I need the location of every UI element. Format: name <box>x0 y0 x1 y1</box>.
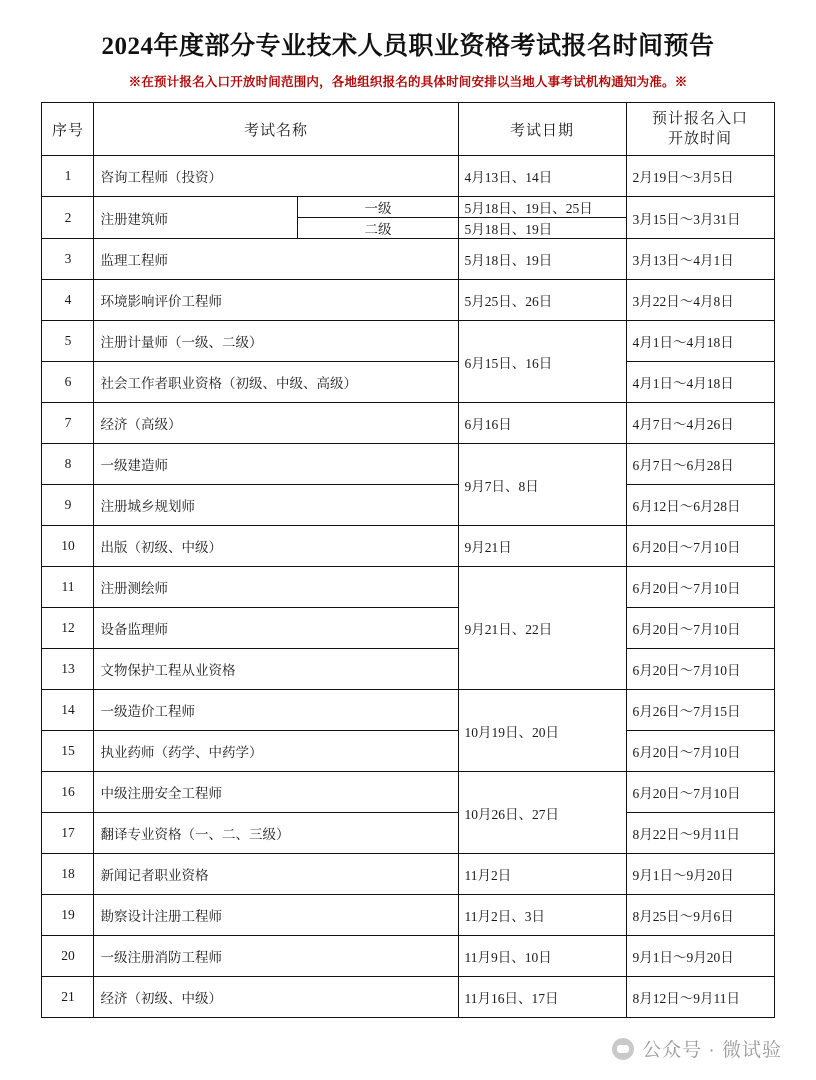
cell-name: 中级注册安全工程师 <box>94 772 458 813</box>
cell-num: 9 <box>42 485 94 526</box>
cell-name: 经济（高级） <box>94 403 458 444</box>
page-title: 2024年度部分专业技术人员职业资格考试报名时间预告 <box>101 33 715 60</box>
cell-date: 5月18日、19日、25日 <box>458 197 626 218</box>
cell-date: 4月13日、14日 <box>458 156 626 197</box>
cell-date: 10月19日、20日 <box>458 690 626 772</box>
table-row <box>42 772 774 813</box>
cell-num: 8 <box>42 444 94 485</box>
cell-registration: 3月22日～4月8日 <box>626 280 774 321</box>
cell-registration: 6月20日～7月10日 <box>626 567 774 608</box>
cell-name: 注册测绘师 <box>94 567 458 608</box>
table-row <box>42 485 774 526</box>
cell-subname: 二级 <box>298 218 458 239</box>
cell-registration: 6月20日～7月10日 <box>626 526 774 567</box>
cell-name: 翻译专业资格（一、二、三级） <box>94 813 458 854</box>
cell-registration: 9月1日～9月20日 <box>626 854 774 895</box>
cell-num: 16 <box>42 772 94 813</box>
cell-num: 7 <box>42 403 94 444</box>
cell-registration: 6月20日～7月10日 <box>626 772 774 813</box>
table-row <box>42 156 774 197</box>
table-row <box>42 649 774 690</box>
table-row <box>42 239 774 280</box>
cell-name: 设备监理师 <box>94 608 458 649</box>
cell-registration: 4月7日～4月26日 <box>626 403 774 444</box>
cell-name: 一级建造师 <box>94 444 458 485</box>
cell-registration: 4月1日～4月18日 <box>626 362 774 403</box>
cell-name: 经济（初级、中级） <box>94 977 458 1018</box>
exam-schedule-table <box>41 102 774 1018</box>
cell-num: 14 <box>42 690 94 731</box>
cell-num: 17 <box>42 813 94 854</box>
cell-name: 一级造价工程师 <box>94 690 458 731</box>
cell-registration: 6月20日～7月10日 <box>626 731 774 772</box>
cell-num: 11 <box>42 567 94 608</box>
document-note: ※在预计报名入口开放时间范围内，各地组织报名的具体时间安排以当地人事考试机构通知为准。※ <box>128 75 688 89</box>
cell-num: 15 <box>42 731 94 772</box>
cell-registration: 6月20日～7月10日 <box>626 608 774 649</box>
cell-num: 6 <box>42 362 94 403</box>
table-header-row <box>42 103 774 156</box>
cell-num: 12 <box>42 608 94 649</box>
table-row <box>42 362 774 403</box>
cell-num: 18 <box>42 854 94 895</box>
cell-name: 勘察设计注册工程师 <box>94 895 458 936</box>
watermark-text: 公众号 · 微试验 <box>642 1040 782 1061</box>
cell-num: 5 <box>42 321 94 362</box>
cell-date: 10月26日、27日 <box>458 772 626 854</box>
cell-registration: 6月20日～7月10日 <box>626 649 774 690</box>
cell-date: 6月16日 <box>458 403 626 444</box>
cell-date: 9月21日、22日 <box>458 567 626 690</box>
table-row <box>42 854 774 895</box>
table-row <box>42 608 774 649</box>
header-num: 序号 <box>42 103 94 156</box>
cell-name: 注册城乡规划师 <box>94 485 458 526</box>
table-row <box>42 936 774 977</box>
cell-date: 5月18日、19日 <box>458 218 626 239</box>
cell-name: 一级注册消防工程师 <box>94 936 458 977</box>
header-name: 考试名称 <box>94 103 458 156</box>
cell-date: 9月21日 <box>458 526 626 567</box>
table-row <box>42 813 774 854</box>
cell-registration: 8月12日～9月11日 <box>626 977 774 1018</box>
cell-date: 5月25日、26日 <box>458 280 626 321</box>
cell-date: 6月15日、16日 <box>458 321 626 403</box>
cell-registration: 4月1日～4月18日 <box>626 321 774 362</box>
cell-registration: 8月22日～9月11日 <box>626 813 774 854</box>
cell-num: 13 <box>42 649 94 690</box>
header-registration <box>626 103 774 156</box>
cell-name: 出版（初级、中级） <box>94 526 458 567</box>
header-registration-line2: 开放时间 <box>667 131 732 147</box>
cell-name: 环境影响评价工程师 <box>94 280 458 321</box>
table-row <box>42 977 774 1018</box>
cell-name: 注册建筑师 <box>94 197 298 239</box>
cell-registration: 6月26日～7月15日 <box>626 690 774 731</box>
cell-name: 注册计量师（一级、二级） <box>94 321 458 362</box>
cell-date: 11月9日、10日 <box>458 936 626 977</box>
cell-registration: 3月15日～3月31日 <box>626 197 774 239</box>
table-row <box>42 321 774 362</box>
cell-num: 1 <box>42 156 94 197</box>
cell-name: 新闻记者职业资格 <box>94 854 458 895</box>
header-date: 考试日期 <box>458 103 626 156</box>
table-row <box>42 526 774 567</box>
cell-registration: 6月7日～6月28日 <box>626 444 774 485</box>
cell-num: 19 <box>42 895 94 936</box>
table-row <box>42 567 774 608</box>
cell-name: 监理工程师 <box>94 239 458 280</box>
table-row <box>42 444 774 485</box>
cell-date: 11月16日、17日 <box>458 977 626 1018</box>
cell-name: 文物保护工程从业资格 <box>94 649 458 690</box>
cell-registration: 2月19日～3月5日 <box>626 156 774 197</box>
header-registration-line1: 预计报名入口 <box>651 110 748 127</box>
table-row <box>42 895 774 936</box>
cell-name: 执业药师（药学、中药学） <box>94 731 458 772</box>
cell-date: 5月18日、19日 <box>458 239 626 280</box>
cell-registration: 6月12日～6月28日 <box>626 485 774 526</box>
cell-date: 11月2日 <box>458 854 626 895</box>
wechat-logo-icon <box>612 1038 634 1060</box>
cell-subname: 一级 <box>298 197 458 218</box>
cell-num: 3 <box>42 239 94 280</box>
table-row <box>42 280 774 321</box>
table-row <box>42 731 774 772</box>
cell-registration: 9月1日～9月20日 <box>626 936 774 977</box>
table-row <box>42 690 774 731</box>
table-row <box>42 403 774 444</box>
cell-registration: 3月13日～4月1日 <box>626 239 774 280</box>
watermark <box>612 1035 782 1062</box>
table-row <box>42 197 774 218</box>
cell-registration: 8月25日～9月6日 <box>626 895 774 936</box>
cell-num: 10 <box>42 526 94 567</box>
cell-num: 20 <box>42 936 94 977</box>
cell-num: 21 <box>42 977 94 1018</box>
cell-date: 9月7日、8日 <box>458 444 626 526</box>
cell-name: 咨询工程师（投资） <box>94 156 458 197</box>
cell-num: 2 <box>42 197 94 239</box>
cell-num: 4 <box>42 280 94 321</box>
cell-name: 社会工作者职业资格（初级、中级、高级） <box>94 362 458 403</box>
cell-date: 11月2日、3日 <box>458 895 626 936</box>
